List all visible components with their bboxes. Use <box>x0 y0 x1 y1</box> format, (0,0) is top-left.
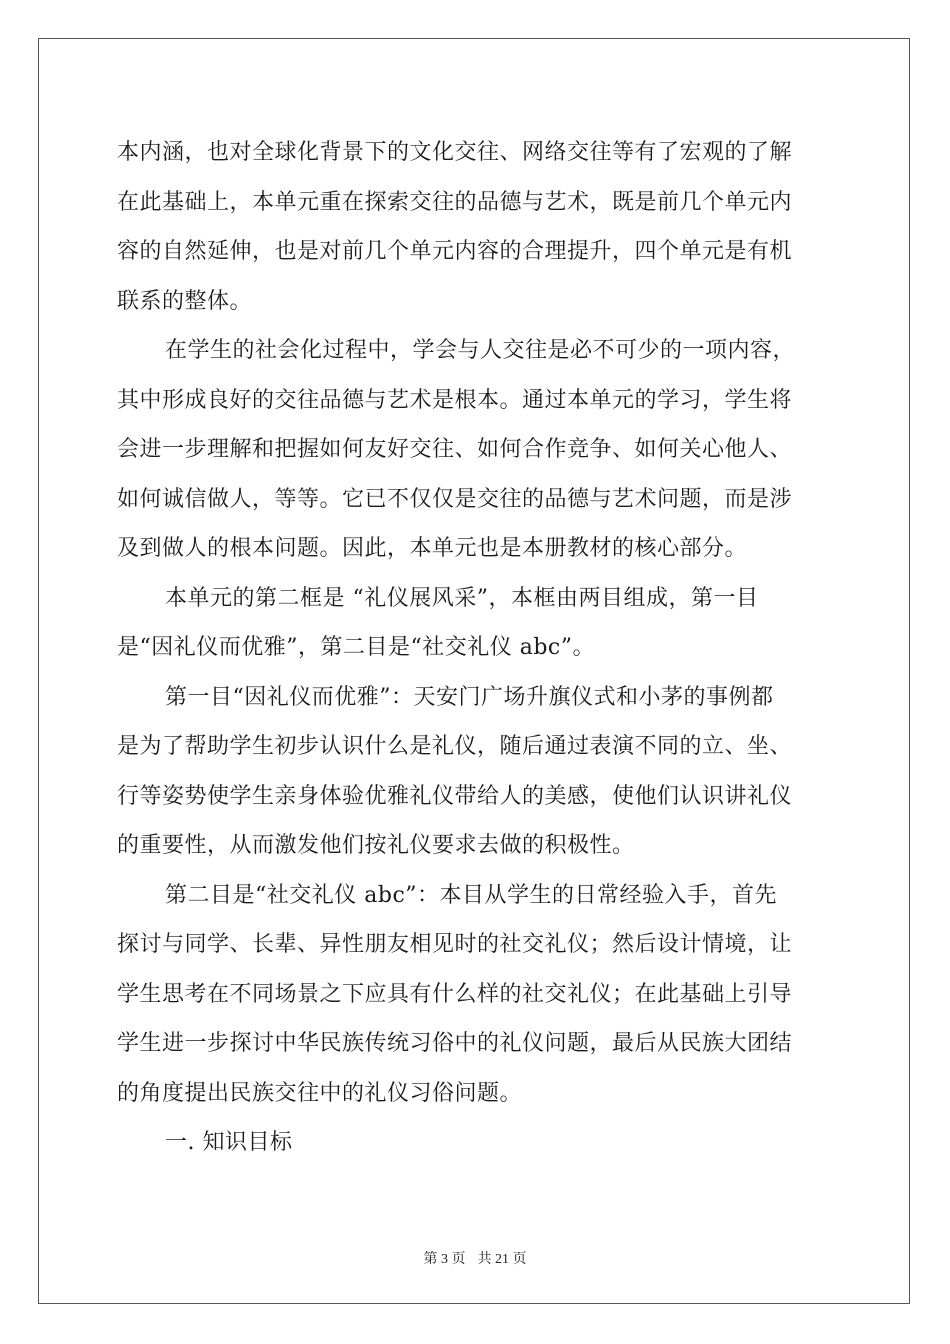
text-line: 学生进一步探讨中华民族传统习俗中的礼仪问题，最后从民族大团结 <box>117 1031 793 1056</box>
text-line: 的角度提出民族交往中的礼仪习俗问题。 <box>117 1080 523 1106</box>
text-line: 及到做人的根本问题。因此，本单元也是本册教材的核心部分。 <box>117 536 748 561</box>
text-line: 行等姿势使学生亲身体验优雅礼仪带给人的美感，使他们认识讲礼仪 <box>117 783 793 809</box>
total-pages: 共 21 页 <box>477 1252 527 1267</box>
text-line: 的重要性，从而激发他们按礼仪要求去做的积极性。 <box>117 833 635 858</box>
text-line: 探讨与同学、长辈、异性朋友相见时的社交礼仪；然后设计情境，让 <box>117 932 793 957</box>
text-line: 本内涵，也对全球化背景下的文化交往、网络交往等有了宏观的了解 <box>117 140 793 165</box>
text-line: 是“因礼仪而优雅”，第二目是“社交礼仪 abc”。 <box>117 635 596 660</box>
paragraph-start-line: 在学生的社会化过程中，学会与人交往是必不可少的一项内容， <box>165 338 796 363</box>
text-line: 会进一步理解和把握如何友好交往、如何合作竞争、如何关心他人、 <box>117 437 793 462</box>
paragraph-start-line: 第一目“因礼仪而优雅”：天安门广场升旗仪式和小茅的事例都 <box>165 684 774 710</box>
text-line: 如何诚信做人，等等。它已不仅仅是交往的品德与艺术问题，而是涉 <box>117 486 793 512</box>
page-footer <box>0 1248 950 1268</box>
paragraph-start-line: 第二目是“社交礼仪 abc”：本目从学生的日常经验入手，首先 <box>165 882 778 908</box>
text-line: 联系的整体。 <box>117 288 253 314</box>
text-line: 是为了帮助学生初步认识什么是礼仪，随后通过表演不同的立、坐、 <box>117 734 793 759</box>
paragraph-start-line: 本单元的第二框是 “礼仪展风采”，本框由两目组成，第一目 <box>165 585 759 611</box>
text-line: 其中形成良好的交往品德与艺术是根本。通过本单元的学习，学生将 <box>117 387 793 413</box>
text-line: 学生思考在不同场景之下应具有什么样的社交礼仪；在此基础上引导 <box>117 981 793 1007</box>
current-page-number: 第 3 页 <box>423 1252 466 1267</box>
document-body <box>117 128 837 1168</box>
text-line: 在此基础上，本单元重在探索交往的品德与艺术，既是前几个单元内 <box>117 189 793 215</box>
text-line: 容的自然延伸，也是对前几个单元内容的合理提升，四个单元是有机 <box>117 239 793 264</box>
section-heading: 一. 知识目标 <box>165 1130 293 1155</box>
